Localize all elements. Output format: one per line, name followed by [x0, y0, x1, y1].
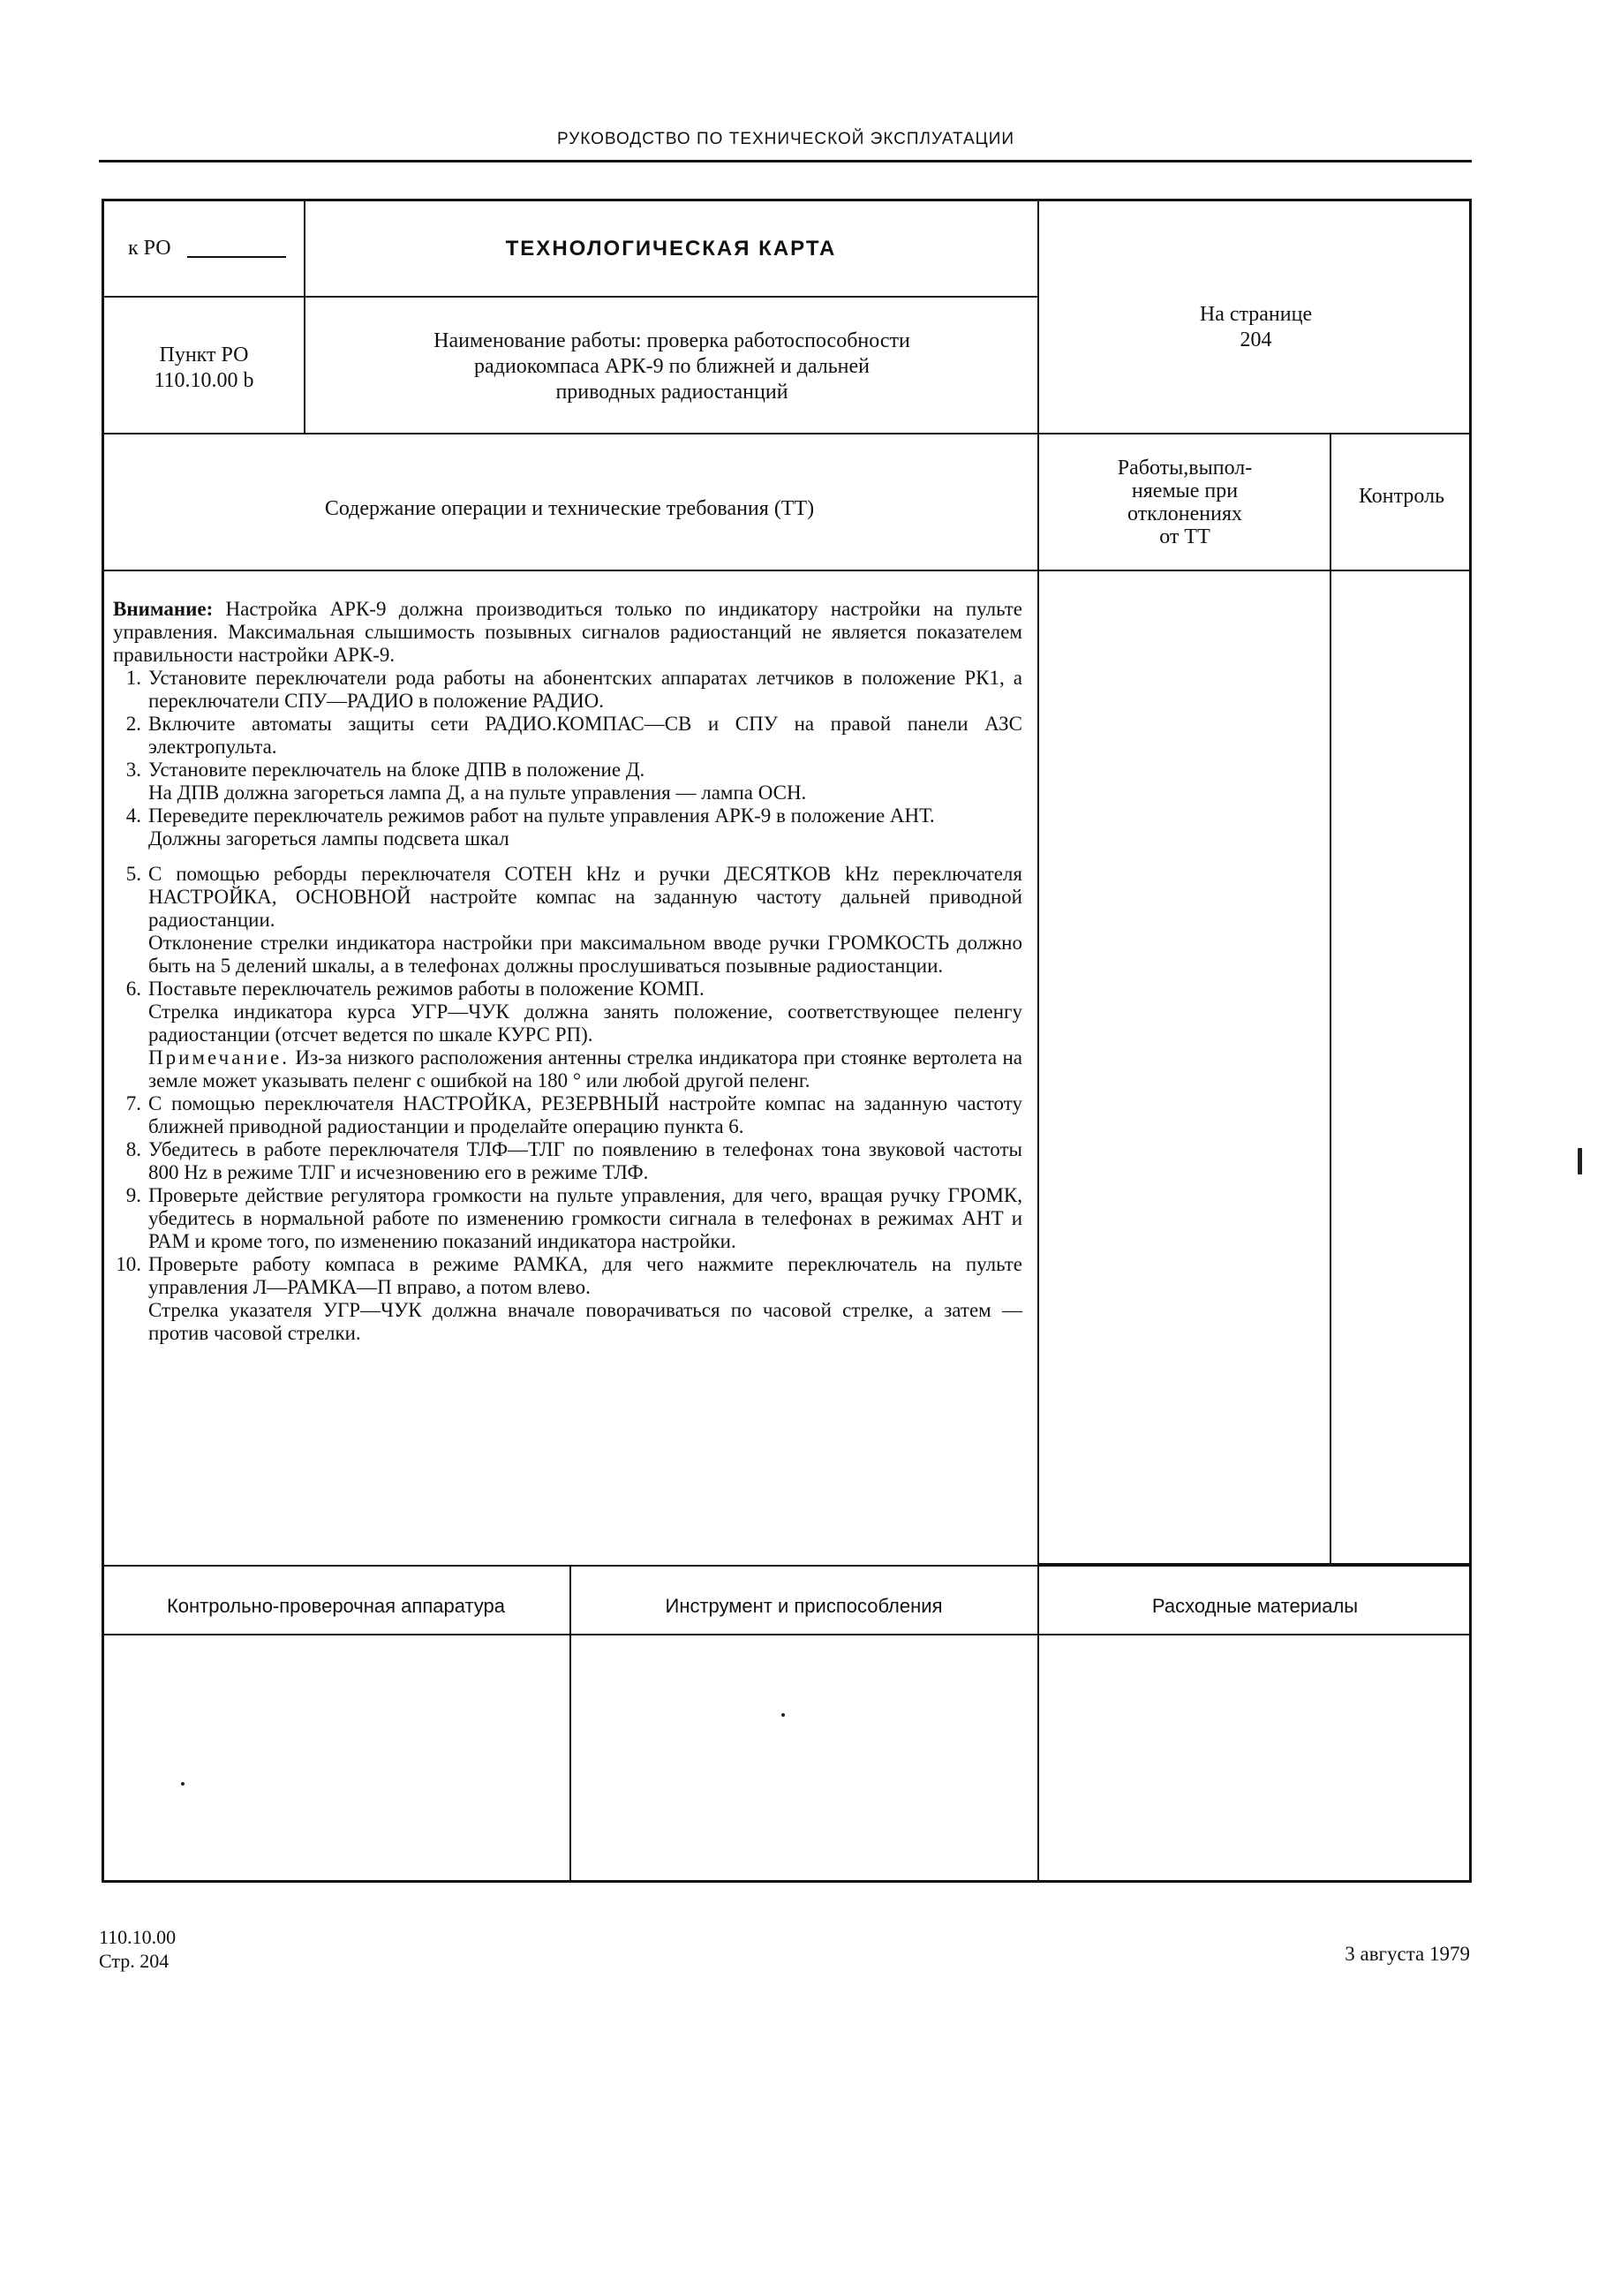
document-header: РУКОВОДСТВО ПО ТЕХНИЧЕСКОЙ ЭКСПЛУАТАЦИИ	[556, 130, 1015, 148]
step-number: 2.	[125, 713, 141, 735]
divider	[1037, 1565, 1039, 1883]
work-name-cell	[309, 329, 1035, 405]
header-rule	[99, 160, 1472, 162]
tools-column-header: Инструмент и приспособления	[665, 1595, 943, 1617]
step-number: 3.	[125, 759, 141, 781]
divider	[102, 570, 1472, 571]
step-text: Проверьте действие регулятора громкости на пульте управления, для чего, вращая ручку ГРОМК, убедитесь в нормальной работе по изменению громкости сигнала в телефонах в режимах АНТ и РАМ и кроме того, по изменению показаний индикатора настройки.	[148, 1184, 1022, 1252]
step-requirement: Должны загореться лампы подсвета шкал	[148, 827, 509, 850]
step-text	[148, 1253, 1022, 1345]
page-ref-number: 204	[1240, 329, 1272, 351]
page-ref-cell	[1042, 302, 1470, 353]
step-text	[148, 863, 1022, 978]
step	[113, 759, 1022, 804]
footer-page: Стр. 204	[99, 1950, 170, 1972]
footer-left	[99, 1925, 176, 1973]
step-main: Поставьте переключатель режимов работы в положение КОМП.	[148, 978, 705, 1000]
step-number: 10.	[116, 1253, 141, 1275]
deviations-line: отклонениях	[1127, 502, 1243, 525]
step-main: Проверьте работу компаса в режиме РАМКА, для чего нажмите переключатель на пульте управления Л—РАМКА—П вправо, а потом влево.	[148, 1253, 1022, 1298]
step	[113, 1138, 1022, 1184]
step	[113, 1184, 1022, 1253]
step-text	[148, 759, 1022, 804]
notice-text: Настройка АРК-9 должна производиться только по индикатору настройки на пульте управления. Максимальная слышимость позывных сигналов радиостанций не является показателем правильности настройки АРК-9.	[113, 598, 1022, 666]
point-label: Пункт РО	[159, 344, 249, 366]
deviations-line: няемые при	[1131, 480, 1239, 502]
ref-label: к РО	[128, 237, 171, 260]
content-column-header: Содержание операции и технические требования (ТТ)	[324, 497, 815, 520]
footer-date: 3 августа 1979	[1345, 1943, 1470, 1965]
divider	[102, 1634, 1472, 1635]
spacer	[113, 850, 1022, 863]
step-text: С помощью переключателя НАСТРОЙКА, РЕЗЕРВНЫЙ настройте компас на заданную частоту ближней приводной радиостанции и проделайте операцию пункта 6.	[148, 1092, 1022, 1137]
step-text: Установите переключатели рода работы на абонентских аппаратах летчиков в положение РК1, а переключатели СПУ—РАДИО в положение РАДИО.	[148, 667, 1022, 712]
step	[113, 713, 1022, 759]
step	[113, 1253, 1022, 1345]
step-text	[148, 804, 1022, 850]
step-text	[148, 978, 1022, 1092]
step	[113, 863, 1022, 978]
step-number: 5.	[125, 863, 141, 885]
point-number: 110.10.00 b	[154, 369, 254, 392]
step-main: Переведите переключатель режимов работ на пульте управления АРК-9 в положение АНТ.	[148, 804, 935, 827]
materials-column-header: Расходные материалы	[1151, 1595, 1359, 1617]
operations-content	[113, 598, 1022, 1345]
scan-speck	[1578, 1148, 1582, 1174]
step	[113, 1092, 1022, 1138]
footer-doc-number: 110.10.00	[99, 1926, 177, 1948]
step	[113, 978, 1022, 1092]
control-column-header: Контроль	[1358, 485, 1445, 508]
divider	[1037, 199, 1039, 570]
divider	[102, 296, 1039, 298]
step-requirement: На ДПВ должна загореться лампа Д, а на пульте управления — лампа ОСН.	[148, 782, 807, 804]
scan-speck	[181, 1782, 185, 1786]
step-main: С помощью реборды переключателя СОТЕН kHz и ручки ДЕСЯТКОВ kHz переключателя НАСТРОЙКА, ОСНОВНОЙ настройте компас на заданную частоту дальней приводной радиостанции.	[148, 863, 1022, 931]
step-text: Включите автоматы защиты сети РАДИО.КОМПАС—СВ и СПУ на правой панели АЗС электропульта.	[148, 713, 1022, 758]
step-number: 1.	[125, 667, 141, 689]
divider	[102, 1565, 1472, 1567]
work-name-line: радиокомпаса АРК-9 по ближней и дальней	[473, 355, 871, 378]
note-text: Из-за низкого расположения антенны стрелка индикатора при стоянке вертолета на земле может указывать пеленг с ошибкой на 180 ° или любой другой пеленг.	[148, 1046, 1023, 1091]
step-requirement: Отклонение стрелки индикатора настройки при максимальном вводе ручки ГРОМКОСТЬ должно быть на 5 делений шкалы, а в телефонах должны прослушиваться позывные радиостанции.	[148, 932, 1022, 977]
work-name-line: Наименование работы: проверка работоспособности	[433, 329, 910, 352]
equipment-column-header: Контрольно-проверочная аппаратура	[166, 1595, 506, 1617]
step-number: 6.	[125, 978, 141, 1000]
point-cell	[106, 343, 302, 394]
step-number: 4.	[125, 804, 141, 827]
step-requirement: Стрелка индикатора курса УГР—ЧУК должна занять положение, соответствующее пеленгу радиостанции (отсчет ведется по шкале КУРС РП).	[148, 1001, 1022, 1046]
deviations-column-header	[1042, 457, 1328, 548]
scan-speck	[781, 1713, 785, 1717]
notice	[113, 598, 1022, 667]
notice-label: Внимание:	[113, 598, 214, 620]
card-title: ТЕХНОЛОГИЧЕСКАЯ КАРТА	[505, 237, 837, 261]
step-number: 9.	[125, 1184, 141, 1206]
deviations-line: Работы,выпол-	[1117, 457, 1253, 480]
step-main: Установите переключатель на блоке ДПВ в положение Д.	[148, 759, 645, 781]
step-text: Убедитесь в работе переключателя ТЛФ—ТЛГ по появлению в телефонах тона звуковой частоты 800 Hz в режиме ТЛГ и исчезновению его в режиме ТЛФ.	[148, 1138, 1022, 1183]
divider	[102, 433, 1472, 434]
divider	[304, 199, 305, 433]
work-name-line: приводных радиостанций	[555, 381, 788, 404]
step-number: 8.	[125, 1138, 141, 1160]
divider	[569, 1565, 571, 1883]
deviations-line: от ТТ	[1159, 525, 1210, 548]
divider	[1330, 433, 1331, 1563]
divider	[1037, 570, 1039, 1563]
step	[113, 804, 1022, 850]
step-requirement: Стрелка указателя УГР—ЧУК должна вначале поворачиваться по часовой стрелке, а затем — против часовой стрелки.	[148, 1299, 1022, 1344]
step	[113, 667, 1022, 713]
step-number: 7.	[125, 1092, 141, 1114]
note-label: Примечание.	[148, 1046, 290, 1069]
page-ref-label: На странице	[1199, 303, 1313, 326]
ref-blank-line	[187, 256, 286, 258]
